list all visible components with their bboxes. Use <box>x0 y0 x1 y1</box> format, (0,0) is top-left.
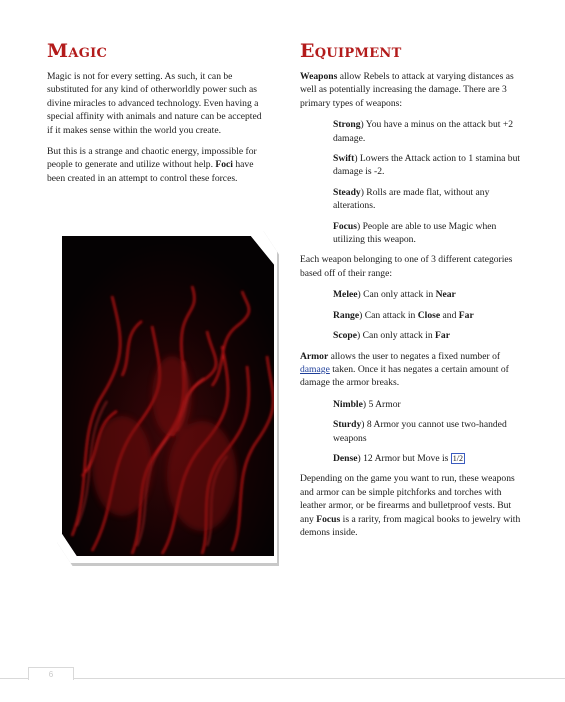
weapon-type-text: ) People are able to use Magic when utilizing this weapon. <box>333 220 497 246</box>
magic-heading: Magic <box>47 40 108 62</box>
range-text: ) Can only attack in <box>357 289 436 301</box>
armor-type-item <box>300 398 522 411</box>
range-term: Range <box>333 309 360 321</box>
armor-type-item <box>300 418 522 445</box>
weapon-type-item <box>300 186 522 213</box>
range-value: Close <box>417 309 441 321</box>
weapon-type-text: ) Lowers the Attack action to 1 stamina but damage is -2. <box>333 153 521 178</box>
magic-paragraph-2 <box>47 145 269 185</box>
flame-image <box>62 236 274 556</box>
armor-paragraph <box>300 350 522 390</box>
weapon-type-item <box>300 118 522 145</box>
armor-type-item <box>300 452 522 465</box>
range-value: Near <box>435 289 456 301</box>
weapon-type-text: ) Rolls are made flat, without any alterations. <box>333 186 490 212</box>
closing-start: Depending on the game you want to run, these weapons and armor can be simple pitchforks and torches with leather armor, or be firearms and bulletproof vests. But any <box>300 473 515 525</box>
foci-term: Foci <box>215 159 233 171</box>
weapon-type-term: Focus <box>333 220 357 232</box>
closing-end: is a rarity, from magical books to jewelry with demons inside. <box>300 513 521 538</box>
armor-type-text: ) 12 Armor but Move is <box>357 452 451 464</box>
range-term: Scope <box>333 330 357 342</box>
armor-type-term: Sturdy <box>333 419 362 431</box>
range-value: Far <box>435 330 450 342</box>
armor-text-2: taken. Once it has negates a certain amount of damage the armor breaks. <box>300 363 509 389</box>
magic-section <box>47 40 269 193</box>
flame-illustration <box>55 228 277 563</box>
range-term: Melee <box>333 289 358 301</box>
armor-text-1: allows the user to negates a fixed number of <box>328 350 501 362</box>
range-text: ) Can attack in <box>359 309 418 321</box>
range-text: ) Can only attack in <box>356 330 436 342</box>
weapon-type-item <box>300 152 522 179</box>
weapon-type-item <box>300 220 522 247</box>
footer-rule <box>0 678 565 679</box>
weapon-type-term: Steady <box>333 186 361 198</box>
range-joiner: and <box>440 309 459 321</box>
damage-link[interactable]: damage <box>300 363 330 375</box>
armor-type-term: Nimble <box>333 398 363 410</box>
range-intro: Each weapon belonging to one of 3 different categories based off of their range: <box>300 254 513 279</box>
magic-paragraph-1: Magic is not for every setting. As such, it can be substituted for any kind of otherworldly power such as divine miracles to advanced technology. Even having a special affinity with animals and nature can be accepted if it makes sense within the world you create. <box>47 71 262 136</box>
closing-paragraph <box>300 472 522 539</box>
range-value: Far <box>458 309 474 321</box>
armor-term: Armor <box>300 350 329 362</box>
magic-p2-start: But this is a strange and chaotic energy, impossible for people to generate and utilize without help. <box>47 146 257 171</box>
weapon-type-term: Swift <box>333 153 355 165</box>
range-item <box>300 329 522 342</box>
range-item <box>300 309 522 322</box>
weapons-term: Weapons <box>300 71 338 82</box>
range-item <box>300 288 522 301</box>
weapons-paragraph <box>300 70 522 110</box>
weapons-text: allow Rebels to attack at varying distances as well as potentially increasing the damage. There are 3 primary types of weapons: <box>300 71 514 109</box>
armor-type-term: Dense <box>333 452 358 464</box>
armor-type-text: ) 8 Armor you cannot use two-handed weapons <box>333 419 507 444</box>
half-move-value: 1/2 <box>452 453 464 463</box>
page-number: 6 <box>28 667 74 680</box>
closing-focus-term: Focus <box>316 513 341 525</box>
magic-p2-end: have been created in an attempt to control these forces. <box>47 159 254 184</box>
equipment-heading: Equipment <box>300 40 402 62</box>
equipment-section <box>300 40 522 547</box>
armor-type-text: ) 5 Armor <box>362 398 401 410</box>
weapon-type-term: Strong <box>333 119 361 131</box>
weapon-type-text: ) You have a minus on the attack but +2 damage. <box>333 119 514 144</box>
